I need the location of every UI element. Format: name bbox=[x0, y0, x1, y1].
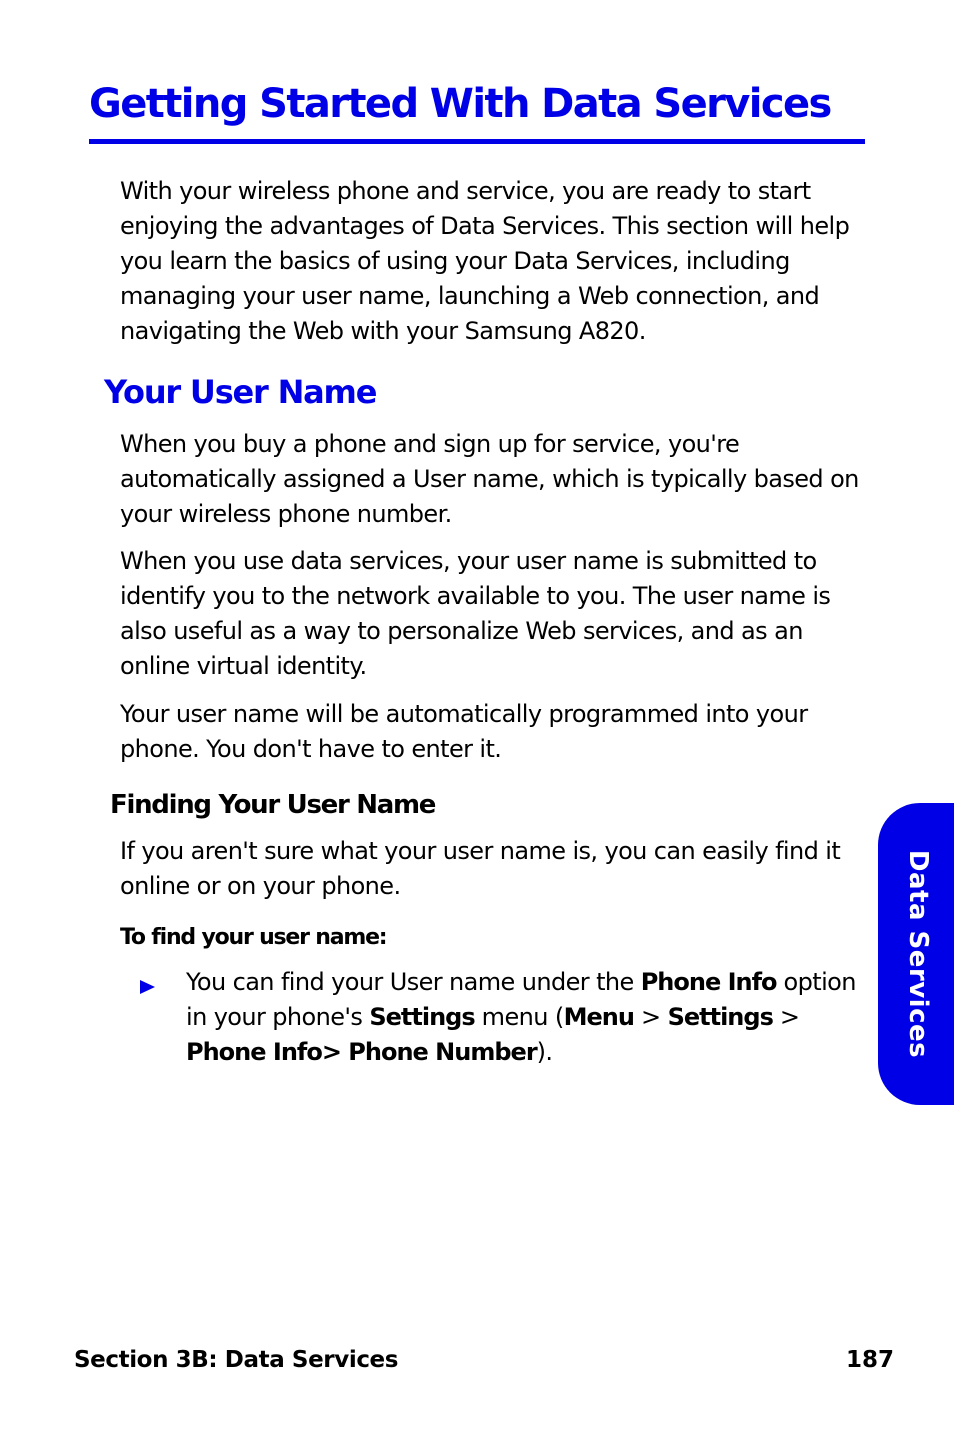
section-paragraph-1: When you buy a phone and sign up for service, you're automatically assigned a User name, which is typically based on your wireless phone number. bbox=[120, 430, 859, 528]
bullet-bold: Phone Info bbox=[640, 968, 777, 996]
bullet-bold: Phone Info> Phone Number bbox=[186, 1038, 537, 1066]
bullet-bold: Settings bbox=[369, 1003, 475, 1031]
intro-paragraph: With your wireless phone and service, you are ready to start enjoying the advantages of Data Services. This section will help you learn the basics of using your Data Services, including managing your user name, launching a Web connection, and navigating the Web with your Samsung A820. bbox=[120, 177, 850, 345]
section-paragraph-3: Your user name will be automatically programmed into your phone. You don't have to enter it. bbox=[120, 700, 808, 763]
bullet-bold: Settings bbox=[667, 1003, 773, 1031]
title-underline bbox=[89, 139, 865, 144]
page-number: 187 bbox=[845, 1347, 894, 1373]
subsection-heading: Finding Your User Name bbox=[110, 790, 436, 820]
bullet-text: > bbox=[772, 1003, 800, 1031]
subsection-paragraph: If you aren't sure what your user name is, you can easily find it online or on your phone. bbox=[120, 837, 841, 900]
procedure-heading: To find your user name: bbox=[120, 925, 387, 950]
section-paragraph-2: When you use data services, your user name is submitted to identify you to the network available to you. The user name is also useful as a way to personalize Web services, and as an online virtual identity. bbox=[120, 547, 831, 680]
bullet-text: ). bbox=[536, 1038, 553, 1066]
section-side-tab bbox=[878, 803, 954, 1105]
bullet-text: option in your phone's bbox=[186, 968, 856, 1031]
triangle-right-icon bbox=[140, 980, 155, 994]
bullet-text: You can find your User name under the bbox=[186, 968, 641, 996]
bullet-text: menu ( bbox=[474, 1003, 564, 1031]
side-tab-label: Data Services bbox=[903, 849, 933, 1059]
section-heading: Your User Name bbox=[104, 373, 377, 411]
bullet-item bbox=[186, 965, 866, 1070]
footer-section-label: Section 3B: Data Services bbox=[74, 1347, 399, 1373]
page-title: Getting Started With Data Services bbox=[89, 81, 831, 127]
bullet-text: > bbox=[633, 1003, 668, 1031]
bullet-bold: Menu bbox=[563, 1003, 634, 1031]
